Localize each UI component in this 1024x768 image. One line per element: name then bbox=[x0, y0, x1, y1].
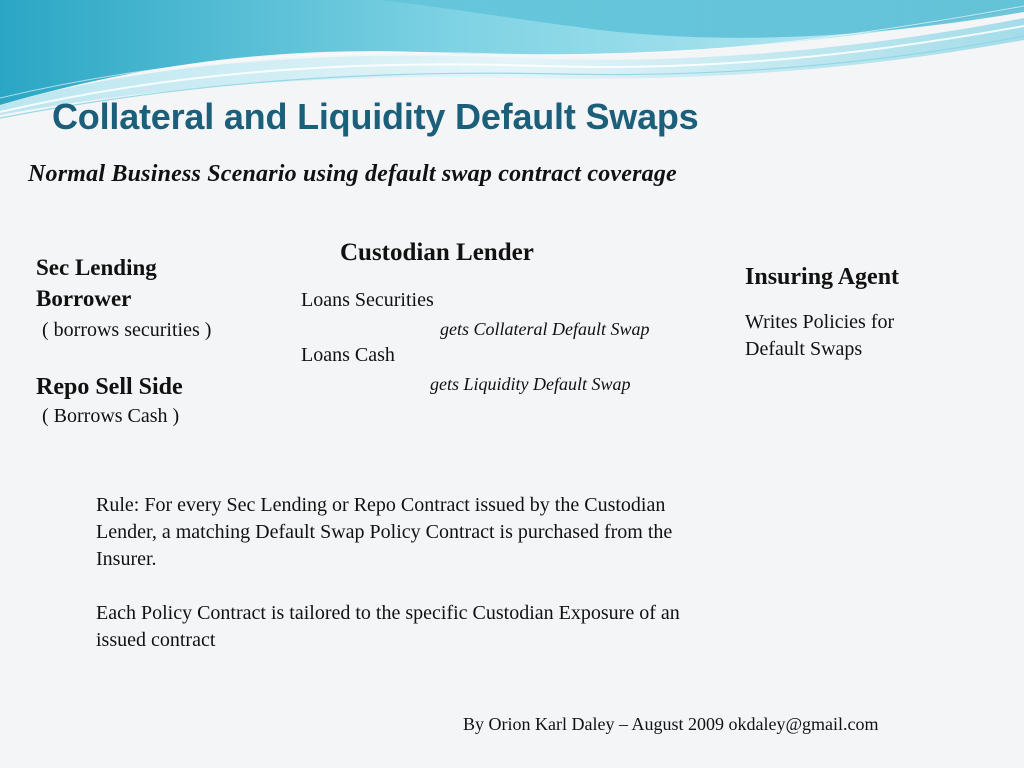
lender-item-loans-securities: Loans Securities bbox=[301, 289, 434, 311]
borrower-heading-line2: Borrower bbox=[36, 286, 132, 311]
rule-line-4: Each Policy Contract is tailored to the specific Custodian Exposure of an bbox=[96, 602, 680, 624]
rule-spacer bbox=[96, 573, 826, 600]
rule-line-5: issued contract bbox=[96, 629, 216, 651]
borrower-heading-line1: Sec Lending bbox=[36, 255, 157, 280]
insurer-heading: Insuring Agent bbox=[745, 264, 900, 290]
slide-title: Collateral and Liquidity Default Swaps bbox=[52, 96, 699, 137]
lender-item-collateral-swap: gets Collateral Default Swap bbox=[440, 319, 650, 339]
rule-line-3: Insurer. bbox=[96, 548, 157, 570]
author-footer: By Orion Karl Daley – August 2009 okdaley@gmail.com bbox=[463, 714, 879, 734]
insurer-line2: Default Swaps bbox=[745, 338, 863, 360]
borrower-note: ( borrows securities ) bbox=[42, 319, 212, 341]
lender-item-loans-cash: Loans Cash bbox=[301, 344, 395, 366]
slide-subtitle: Normal Business Scenario using default swap contract coverage bbox=[28, 161, 677, 187]
rule-text-block bbox=[96, 492, 826, 654]
insurer-line1: Writes Policies for bbox=[745, 311, 895, 333]
lender-heading: Custodian Lender bbox=[340, 239, 534, 266]
repo-heading: Repo Sell Side bbox=[36, 374, 183, 400]
rule-line-1: Rule: For every Sec Lending or Repo Contract issued by the Custodian bbox=[96, 494, 666, 516]
repo-note: ( Borrows Cash ) bbox=[42, 405, 180, 427]
lender-item-liquidity-swap: gets Liquidity Default Swap bbox=[430, 374, 631, 394]
rule-line-2: Lender, a matching Default Swap Policy Contract is purchased from the bbox=[96, 521, 673, 543]
